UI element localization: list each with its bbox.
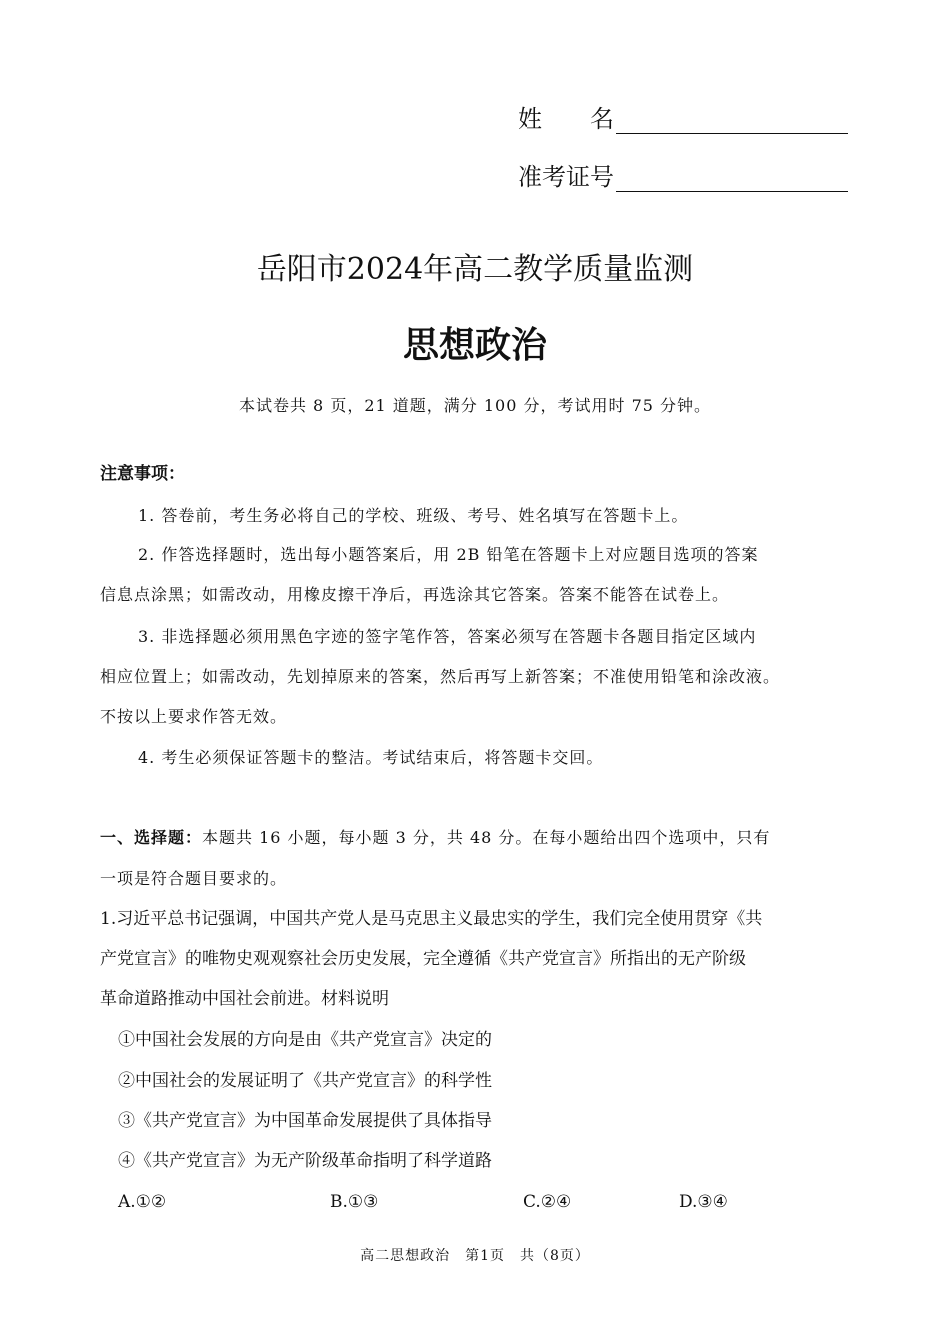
statement-item: ③《共产党宣言》为中国革命发展提供了具体指导 xyxy=(118,1111,492,1131)
section-desc-cont: 一项是符合题目要求的。 xyxy=(100,869,288,888)
question-stem-line: 革命道路推动中国社会前进。材料说明 xyxy=(100,989,389,1009)
subject-title: 思想政治 xyxy=(402,325,547,366)
question-stem-line: 1.习近平总书记强调，中国共产党人是马克思主义最忠实的学生，我们完全使用贯穿《共 xyxy=(100,909,763,929)
name-field-row xyxy=(518,104,848,134)
notice-line: 3. 非选择题必须用黑色字迹的签字笔作答，答案必须写在答题卡各题目指定区域内 xyxy=(138,627,757,646)
choice-d: D.③④ xyxy=(679,1192,728,1212)
notice-line: 2. 作答选择题时，选出每小题答案后，用 2B 铅笔在答题卡上对应题目选项的答案 xyxy=(138,545,759,564)
section-label: 一、选择题： xyxy=(100,828,203,847)
notice-line: 1. 答卷前，考生务必将自己的学校、班级、考号、姓名填写在答题卡上。 xyxy=(138,506,689,525)
name-label: 姓 名 xyxy=(518,105,614,133)
exam-id-field-row xyxy=(518,162,848,192)
choice-b: B.①③ xyxy=(330,1192,379,1212)
question-stem-line: 产党宣言》的唯物史观观察社会历史发展，完全遵循《共产党宣言》所指出的无产阶级 xyxy=(100,949,746,969)
section-header xyxy=(100,826,770,850)
section-desc: 本题共 16 小题，每小题 3 分，共 48 分。在每小题给出四个选项中，只有 xyxy=(202,828,771,847)
statement-item: ②中国社会的发展证明了《共产党宣言》的科学性 xyxy=(118,1071,492,1091)
paper-info: 本试卷共 8 页，21 道题，满分 100 分，考试用时 75 分钟。 xyxy=(238,396,712,415)
name-input-line[interactable] xyxy=(616,107,848,134)
notice-line: 相应位置上；如需改动，先划掉原来的答案，然后再写上新答案；不准使用铅笔和涂改液。 xyxy=(100,667,781,686)
choice-c: C.②④ xyxy=(523,1192,572,1212)
notice-heading: 注意事项： xyxy=(100,464,185,484)
notice-line: 4. 考生必须保证答题卡的整洁。考试结束后，将答题卡交回。 xyxy=(138,748,604,767)
exam-title: 岳阳市2024年高二教学质量监测 xyxy=(256,252,694,287)
choice-a: A.①② xyxy=(118,1192,167,1212)
notice-line: 不按以上要求作答无效。 xyxy=(100,707,288,726)
statement-item: ①中国社会发展的方向是由《共产党宣言》决定的 xyxy=(118,1030,492,1050)
page-footer: 高二思想政治 第1页 共（8页） xyxy=(360,1248,590,1264)
notice-line: 信息点涂黑；如需改动，用橡皮擦干净后，再选涂其它答案。答案不能答在试卷上。 xyxy=(100,585,730,604)
exam-id-input-line[interactable] xyxy=(616,165,848,192)
statement-item: ④《共产党宣言》为无产阶级革命指明了科学道路 xyxy=(118,1151,492,1171)
exam-id-label: 准考证号 xyxy=(518,163,614,191)
